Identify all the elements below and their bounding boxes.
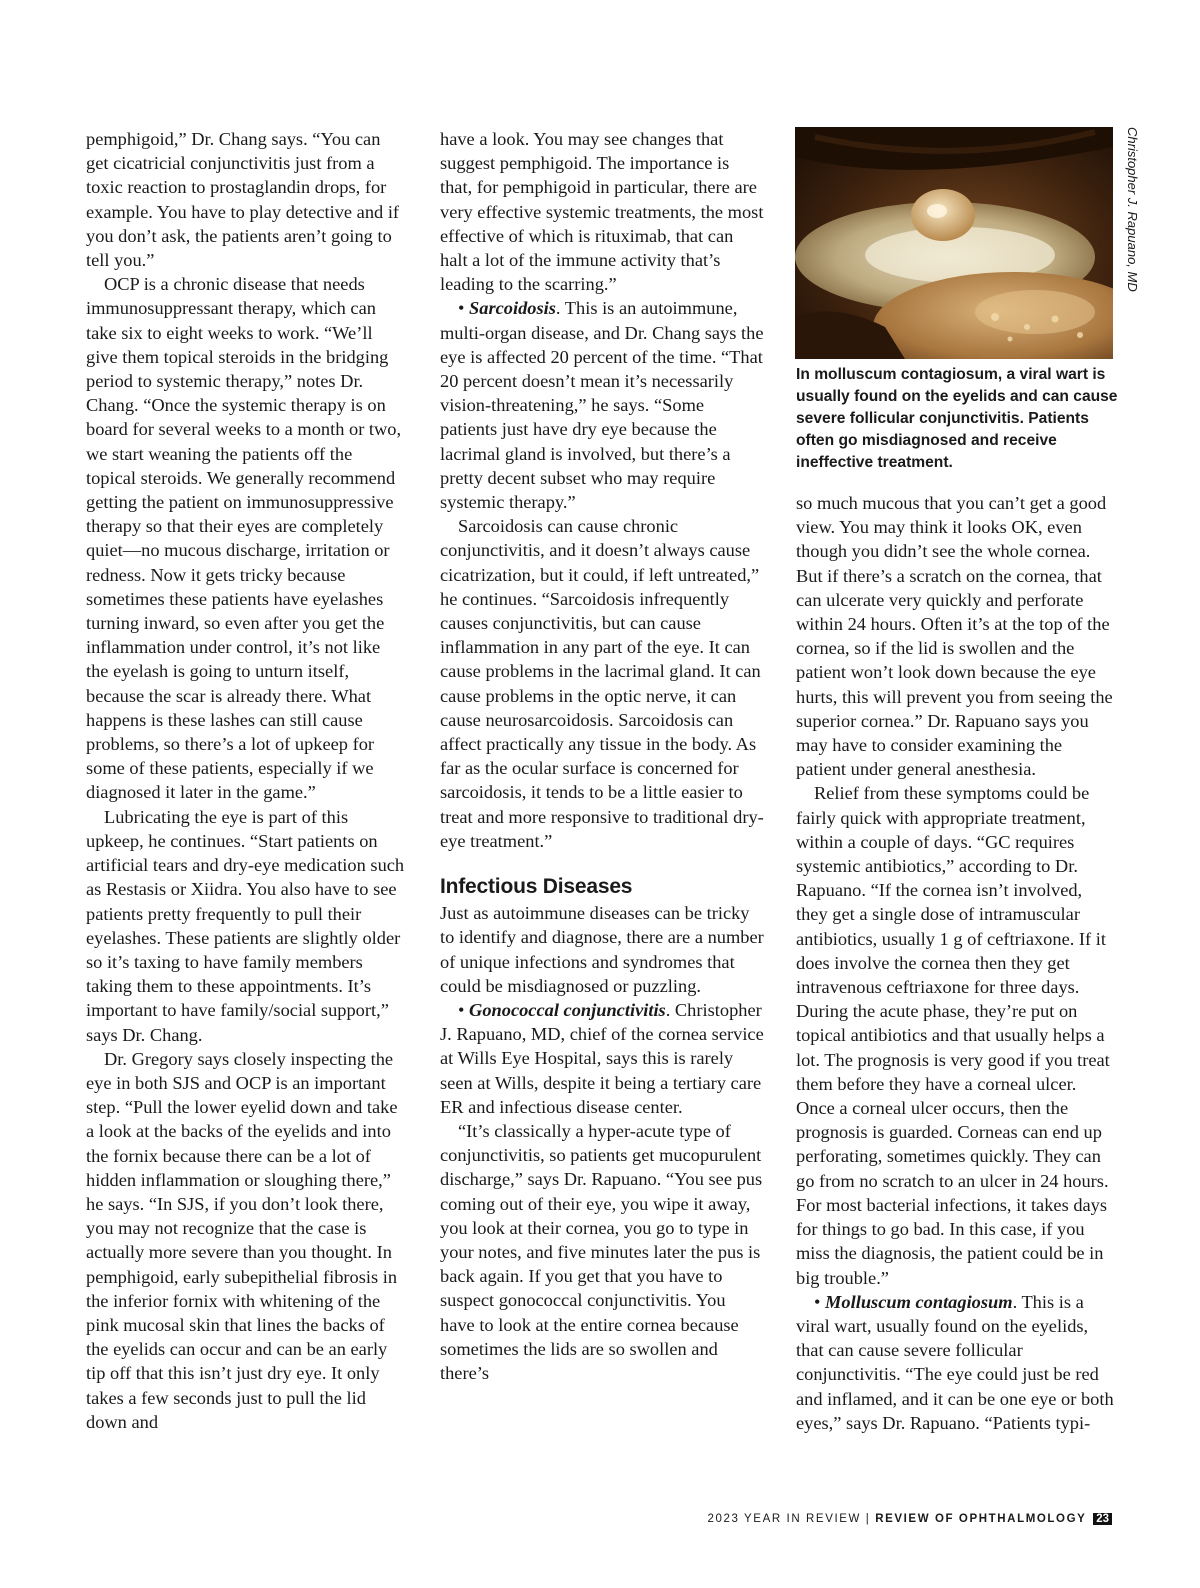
photo-credit xyxy=(1125,127,1145,359)
bullet-mark: • xyxy=(458,999,470,1020)
figure-caption: In molluscum contagiosum, a viral wart is usually found on the eyelids and can cause severe follicular conjunctivitis. Patients often go misdiagnosed and receive ineffective treatment. xyxy=(796,366,1118,471)
article-column-1 xyxy=(86,127,406,1434)
paragraph: so much mucous that you can’t get a good view. You may think it looks OK, even though you didn’t see the whole cornea. But if there’s a scratch on the cornea, that can ulcerate very quickly and perforate within 24 hours. Often it’s at the top of the cornea, so if the lid is swollen and the patient won’t look down because the eye hurts, this will prevent you from seeing the superior cornea.” Dr. Rapuano says you may have to consider examining the patient under general anesthesia. xyxy=(796,493,1113,780)
section-heading: Infectious Diseases xyxy=(440,875,633,899)
paragraph: OCP is a chronic disease that needs immunosuppressant therapy, which can take six to eight weeks to work. “We’ll give them topical steroids in the bridging period to systemic therapy,” notes Dr. Chang. “Once the systemic therapy is on board for several weeks to a month or two, we start weaning the patients off the topical steroids. We generally recommend getting the patient on immunosuppressive therapy so that their eyes are completely quiet—no mucous discharge, irritation or redness. Now it gets tricky because sometimes these patients have eyelashes turning inward, so even after you get the inflammation under control, it’s not like the eyelash is going to unturn itself, because the scar is already there. What happens is these lashes can still cause problems, so there’s a lot of upkeep for some of these patients, especially if we diagnosed it later in the game.” xyxy=(86,274,402,803)
eye-photo-illustration xyxy=(795,127,1113,359)
bullet-mark: • xyxy=(458,298,470,319)
paragraph: have a look. You may see changes that suggest pemphigoid. The importance is that, for pemphigoid in particular, there are very effective systemic treatments, the most effective of which is rituximab, that can halt a lot of the immune activity that’s leading to the scarring.” xyxy=(440,129,764,295)
molluscum-eye-photo xyxy=(795,127,1113,359)
bullet-paragraph-gonococcal xyxy=(440,998,764,1119)
page-footer xyxy=(690,1513,1112,1531)
paragraph: “It’s classically a hyper-acute type of conjunctivitis, so patients get mucopurulent discharge,” says Dr. Rapuano. “You see pus coming out of their eye, you wipe it away, you look at their cornea, you go to type in your notes, and five minutes later the pus is back again. If you get that you have to suspect gonococcal conjunctivitis. You have to look at the entire cornea because sometimes the lids are so swollen and there’s xyxy=(440,1120,763,1383)
paragraph: pemphigoid,” Dr. Chang says. “You can get cicatricial conjunctivitis just from a toxic reaction to prostaglandin drops, for example. You have to play detective and if you don’t ask, the patients aren’t going to tell you.” xyxy=(86,129,400,271)
paragraph: Relief from these symptoms could be fairly quick with appropriate treatment, within a couple of days. “GC requires systemic antibiotics,” according to Dr. Rapuano. “If the cornea isn’t involved, they get a single dose of intramuscular antibiotics, usually 1 g of ceftriaxone. If it does involve the cornea then they get intravenous ceftriaxone for three days. During the acute phase, they’re put on topical antibiotics and that usually helps a lot. The prognosis is very good if you treat them before they have a corneal ulcer. Once a corneal ulcer occurs, then the prognosis is guarded. Corneas can end up perforating, sometimes quickly. They can go from no scratch to an ulcer in 24 hours. For most bacterial infections, it takes days for things to go bad. In this case, if you miss the diagnosis, the patient could be in big trouble.” xyxy=(796,783,1110,1288)
footer-separator: | xyxy=(865,1513,871,1525)
article-column-2 xyxy=(440,127,764,1385)
bullet-paragraph-sarcoidosis xyxy=(440,296,764,514)
article-column-3 xyxy=(796,491,1116,1435)
paragraph: Just as autoimmune diseases can be tricky to identify and diagnose, there are a number of unique infections and syndromes that could be misdiagnosed or puzzling. xyxy=(440,903,764,996)
page-number: 23 xyxy=(1093,1513,1112,1525)
paragraph: Dr. Gregory says closely inspecting the eye in both SJS and OCP is an important step. “Pull the lower eyelid down and take a look at the backs of the eyelids and into the fornix because there can be a lot of hidden inflammation or sloughing there,” he says. “In SJS, if you don’t look there, you may not recognize that the case is actually more severe than you thought. In pemphigoid, early subepithelial fibrosis in the inferior fornix with whitening of the pink mucosal skin that lines the backs of the eyelids can occur and can be an early tip off that this isn’t just dry eye. It only takes a few seconds just to pull the lid down and xyxy=(86,1048,398,1432)
paragraph: Sarcoidosis can cause chronic conjunctivitis, and it doesn’t always cause cicatrization, but it could, if left untreated,” he continues. “Sarcoidosis infrequently causes conjunctivitis, but can cause inflammation in any part of the eye. It can cause problems in the lacrimal gland. It can cause problems in the optic nerve, it can cause neurosarcoidosis. Sarcoidosis can affect practically any tissue in the body. As far as the ocular surface is concerned for sarcoidosis, it tends to be a little easier to treat and more responsive to traditional dry-eye treatment.” xyxy=(440,516,764,851)
bullet-term: Gonococcal conjunctivitis xyxy=(469,999,666,1020)
footer-year-label: 2023 YEAR IN REVIEW xyxy=(707,1513,861,1525)
bullet-text: . This is an autoimmune, multi-organ disease, and Dr. Chang says the eye is affected 20 percent of the time. “That 20 percent doesn’t mean it’s necessarily vision-threatening,” he says. “Some patients just have dry eye because the lacrimal gland is involved, but there’s a pretty decent subset who may require systemic therapy.” xyxy=(440,298,764,513)
bullet-term: Molluscum contagiosum xyxy=(825,1291,1013,1312)
bullet-mark: • xyxy=(814,1291,826,1312)
bullet-term: Sarcoidosis xyxy=(469,298,556,319)
paragraph: Lubricating the eye is part of this upkeep, he continues. “Start patients on artificial tears and dry-eye medication such as Restasis or Xiidra. You also have to see patients pretty frequently to pull their eyelashes. These patients are slightly older so it’s taxing to have family members taking them to these appointments. It’s important to have family/social support,” says Dr. Chang. xyxy=(86,806,405,1045)
bullet-paragraph-molluscum xyxy=(796,1290,1116,1435)
photo-credit-text: Christopher J. Rapuano, MD xyxy=(1125,127,1140,292)
footer-magazine-name: REVIEW OF OPHTHALMOLOGY xyxy=(875,1513,1087,1525)
bullet-text: . This is a viral wart, usually found on the eyelids, that can cause severe follicular conjunctivitis. “The eye could just be red and inflamed, and it can be one eye or both eyes,” says Dr. Rapuano. “Patients typi- xyxy=(796,1291,1114,1433)
bullet-text: . Christopher J. Rapuano, MD, chief of the cornea service at Wills Eye Hospital, says this is rarely seen at Wills, despite it being a tertiary care ER and infectious disease center. xyxy=(440,999,764,1117)
